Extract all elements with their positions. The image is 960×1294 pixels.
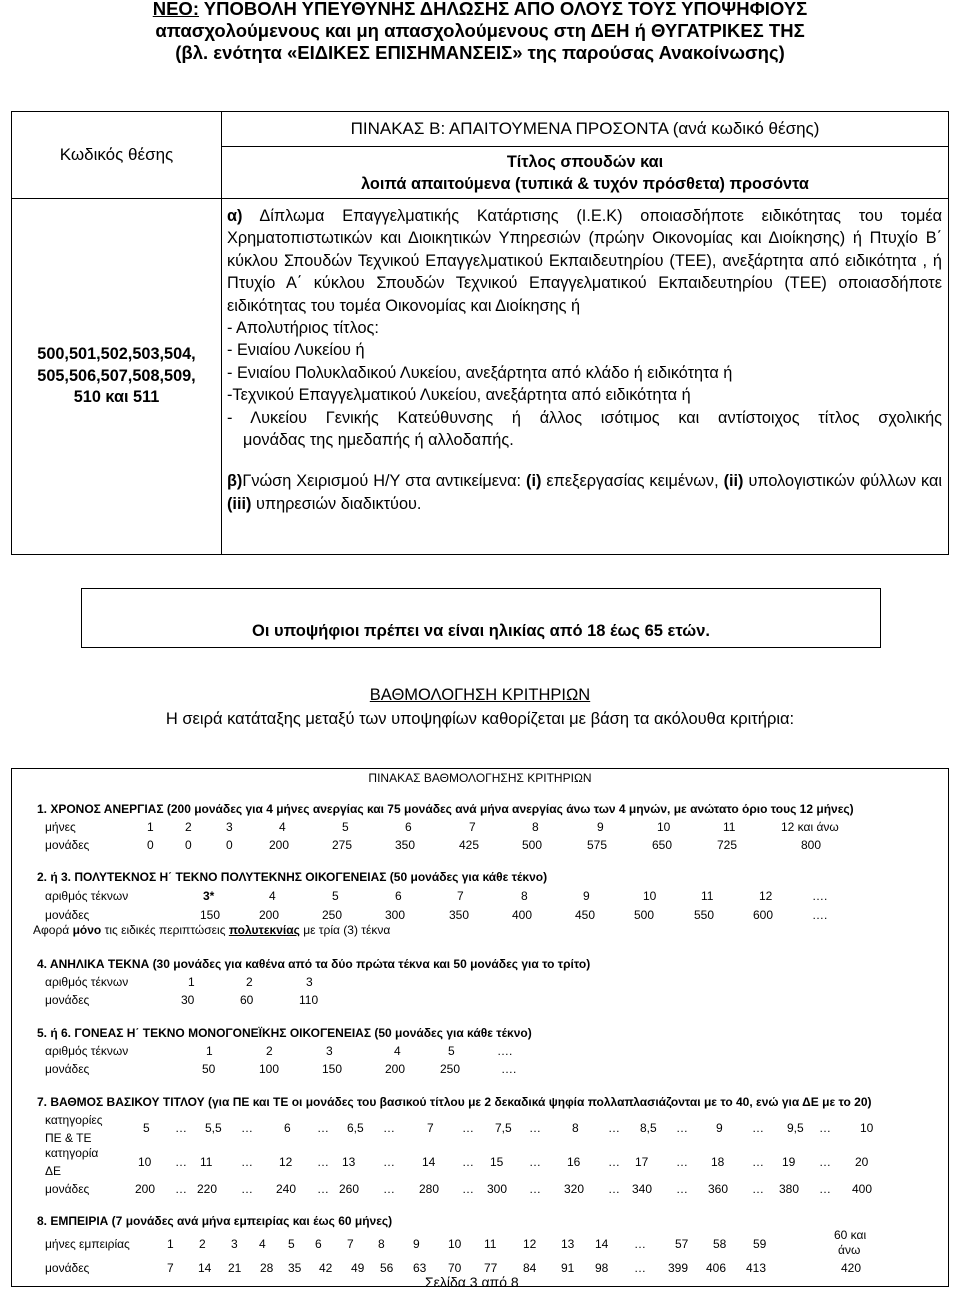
c2a-cell: 10 <box>643 889 657 903</box>
c8a-cell: 13 <box>561 1237 575 1251</box>
c7a-cell: … <box>752 1121 764 1135</box>
c5b-cell: 50 <box>202 1062 216 1076</box>
c7c-cell: 300 <box>487 1182 508 1196</box>
c7b-cell: … <box>317 1155 329 1169</box>
c7c-cell: 400 <box>852 1182 873 1196</box>
c7a-cell: 5 <box>143 1121 150 1135</box>
c7a-cell: … <box>819 1121 831 1135</box>
c8b-cell: 77 <box>484 1261 498 1275</box>
c7a-cell: 9 <box>716 1121 723 1135</box>
c7c-cell: 220 <box>197 1182 218 1196</box>
c7c-cell: … <box>241 1182 253 1196</box>
c5b-cell: 150 <box>322 1062 343 1076</box>
c7a-cell: 7 <box>427 1121 434 1135</box>
c8b-cell: 413 <box>746 1261 767 1275</box>
c8a-cell: … <box>634 1237 646 1251</box>
c7a-cell: … <box>383 1121 395 1135</box>
req-b-text-3: υπολογιστικών φύλλων και <box>743 472 943 491</box>
c1a-label: μήνες <box>45 820 76 834</box>
c7b-cell: 20 <box>855 1155 869 1169</box>
c8b-cell: 28 <box>260 1261 274 1275</box>
c8b-cell: 91 <box>561 1261 575 1275</box>
c2-note-4: πολυτεκνίας <box>228 923 300 937</box>
c1a-cell: 3 <box>226 820 233 834</box>
c2a-cell: 11 <box>701 889 714 903</box>
c7c-cell: … <box>317 1182 329 1196</box>
req-header-line-1: Τίτλος σπουδών και <box>506 152 664 171</box>
c1a-cell: 7 <box>469 820 476 834</box>
c7c-cell: 320 <box>564 1182 585 1196</box>
c7b-cell: 14 <box>422 1155 436 1169</box>
c4b-cell: 60 <box>240 993 254 1007</box>
req-header-line-2: λοιπά απαιτούμενα (τυπικά & τυχόν πρόσθετα) προσόντα <box>361 174 809 193</box>
req-b-text-4: υπηρεσιών διαδικτύου. <box>251 494 422 513</box>
req-b-ii: (ii) <box>723 472 744 491</box>
c5a-cell: 3 <box>326 1044 333 1058</box>
c7c-cell: … <box>175 1182 187 1196</box>
c8-last-a2: άνω <box>838 1243 861 1257</box>
c1a-cell: 5 <box>342 820 349 834</box>
c8a-cell: 2 <box>199 1237 206 1251</box>
c4a-cell: 2 <box>246 975 253 989</box>
c7c-cell: … <box>529 1182 541 1196</box>
c1b-cell: 0 <box>226 838 233 852</box>
c2b-label: μονάδες <box>45 908 90 922</box>
position-codes <box>12 199 222 555</box>
c1a-cell: 1 <box>147 820 154 834</box>
c5b-cell: 100 <box>259 1062 280 1076</box>
c2-title: 2. ή 3. ΠΟΛΥΤΕΚΝΟΣ Η΄ ΤΕΚΝΟ ΠΟΛΥΤΕΚΝΗΣ ΟΙΚΟΓΕΝΕΙΑΣ (50 μονάδες για κάθε τέκνο) <box>37 870 548 884</box>
c7b-cell: 12 <box>279 1155 293 1169</box>
c7a-cell: 8 <box>572 1121 579 1135</box>
c8b-cell: 98 <box>595 1261 609 1275</box>
c8a-cell: 5 <box>288 1237 295 1251</box>
criteria-title: ΠΙΝΑΚΑΣ ΒΑΘΜΟΛΟΓΗΣΗΣ ΚΡΙΤΗΡΙΩΝ <box>368 771 592 785</box>
c4a-cell: 1 <box>188 975 195 989</box>
c2-note-text <box>33 923 390 937</box>
c1a-cell: 4 <box>279 820 286 834</box>
c2b-cell: 250 <box>322 908 343 922</box>
c7c-label: μονάδες <box>45 1182 90 1196</box>
c8a-cell: 3 <box>231 1237 238 1251</box>
c2-note-5: με τρία (3) τέκνα <box>299 923 391 937</box>
c1b-cell: 425 <box>459 838 480 852</box>
c8b-cell: 7 <box>167 1261 174 1275</box>
c7c-cell: … <box>608 1182 620 1196</box>
c4-title: 4. ΑΝΗΛΙΚΑ ΤΕΚΝΑ (30 μονάδες για καθένα από τα δύο πρώτα τέκνα και 50 μονάδες για το τρίτο) <box>37 957 591 971</box>
c5a-cell: 4 <box>394 1044 401 1058</box>
c2b-cell: 450 <box>575 908 596 922</box>
c2b-cell: 500 <box>634 908 655 922</box>
req-a-line-4: -Τεχνικού Επαγγελματικού Λυκείου, ανεξάρτητα από ειδικότητα ή <box>227 386 691 405</box>
c4b-cell: 110 <box>299 993 319 1007</box>
c7b-cell: … <box>608 1155 620 1169</box>
c8a-cell: 9 <box>413 1237 420 1251</box>
c8a-cell: 12 <box>523 1237 537 1251</box>
c1b-cell: 650 <box>652 838 673 852</box>
req-b-text-2: επεξεργασίας κειμένων, <box>541 472 724 491</box>
c2a-cell: 8 <box>521 889 528 903</box>
c8b-cell: 56 <box>380 1261 394 1275</box>
c1b-label: μονάδες <box>45 838 90 852</box>
req-a-line-3: - Ενιαίου Πολυκλαδικού Λυκείου, ανεξάρτητα από κλάδο ή ειδικότητα ή <box>227 363 733 382</box>
c7a-cell: … <box>241 1121 253 1135</box>
c1-title: 1. ΧΡΟΝΟΣ ΑΝΕΡΓΙΑΣ (200 μονάδες για 4 μήνες ανεργίας και 75 μονάδες ανά μήνα ανεργίας άνω των 4 μηνών, με ανώτατο όριο τους 12 μήνες) <box>37 802 854 816</box>
c7a-cell: … <box>317 1121 329 1135</box>
c7c-cell: 280 <box>419 1182 440 1196</box>
c7b-cell: … <box>819 1155 831 1169</box>
req-a-label: α) <box>227 207 243 225</box>
codes-line-3: 510 και 511 <box>73 388 160 407</box>
c7b-cell: 16 <box>567 1155 581 1169</box>
c8a-cell: 59 <box>753 1237 767 1251</box>
c7a-cell: 8,5 <box>640 1121 657 1135</box>
table-b-title: ΠΙΝΑΚΑΣ Β: ΑΠΑΙΤΟΥΜΕΝΑ ΠΡΟΣΟΝΤΑ (ανά κωδικό θέσης) <box>222 112 949 147</box>
c7b-cell: … <box>383 1155 395 1169</box>
c2-note-1: Αφορά <box>33 923 73 937</box>
req-a-line-2: - Ενιαίου Λυκείου ή <box>227 341 365 360</box>
c7a-cell: … <box>676 1121 688 1135</box>
page-footer-text: Σελίδα 3 από 8 <box>425 1274 519 1290</box>
c8a-cell: 10 <box>448 1237 462 1251</box>
c2a-cell: 5 <box>332 889 339 903</box>
req-b-paragraph <box>227 470 942 515</box>
c7b-cell: … <box>462 1155 474 1169</box>
c7c-cell: 380 <box>779 1182 800 1196</box>
c7b-cell: … <box>175 1155 187 1169</box>
c7b-cell: 18 <box>711 1155 725 1169</box>
c5-title: 5. ή 6. ΓΟΝΕΑΣ Η΄ ΤΕΚΝΟ ΜΟΝΟΓΟΝΕΪΚΗΣ ΟΙΚΟΓΕΝΕΙΑΣ (50 μονάδες για κάθε τέκνο) <box>37 1026 532 1040</box>
c8b-cell: 406 <box>706 1261 727 1275</box>
c1b-cell: 275 <box>332 838 353 852</box>
c7c-cell: 200 <box>135 1182 156 1196</box>
c5a-cell: …. <box>497 1044 513 1058</box>
c7-title: 7. ΒΑΘΜΟΣ ΒΑΣΙΚΟΥ ΤΙΤΛΟΥ (για ΠΕ και ΤΕ οι μονάδες του βασικού τίτλου με 2 δεκαδικά ψηφία πολλαπλασιάζονται με το 40, ενώ για ΔΕ με το 20) <box>37 1095 872 1109</box>
c7c-cell: … <box>752 1182 764 1196</box>
c7-label-a2: ΠΕ & ΤΕ <box>45 1131 92 1145</box>
c2a-cell: 6 <box>395 889 402 903</box>
c2b-cell: 350 <box>449 908 470 922</box>
c7-label-b2: ΔΕ <box>45 1164 62 1178</box>
c8b-cell: 49 <box>351 1261 365 1275</box>
c7a-cell: 6 <box>284 1121 291 1135</box>
scoring-heading-text: ΒΑΘΜΟΛΟΓΗΣΗ ΚΡΙΤΗΡΙΩΝ <box>369 686 591 704</box>
codes-line-1: 500,501,502,503,504, <box>37 345 196 364</box>
codes-line-2: 505,506,507,508,509, <box>37 366 196 385</box>
c2-note-2: μόνο <box>72 923 102 937</box>
c7a-cell: 6,5 <box>347 1121 364 1135</box>
c8a-label: μήνες εμπειρίας <box>45 1237 130 1251</box>
c7a-cell: 7,5 <box>495 1121 512 1135</box>
c7b-cell: 10 <box>138 1155 152 1169</box>
c1b-cell: 800 <box>801 838 822 852</box>
c8b-cell: 21 <box>228 1261 242 1275</box>
c2-note-3: τις ειδικές περιπτώσεις <box>101 923 229 937</box>
age-notice-box <box>81 588 881 648</box>
c1b-cell: 725 <box>717 838 738 852</box>
c1b-cell: 0 <box>147 838 154 852</box>
c7b-cell: … <box>529 1155 541 1169</box>
c4a-label: αριθμός τέκνων <box>45 975 129 989</box>
requirements-cell <box>222 199 949 555</box>
c5b-label: μονάδες <box>45 1062 90 1076</box>
c8b-cell: 70 <box>448 1261 462 1275</box>
c2b-cell: 200 <box>259 908 280 922</box>
req-b-label: β) <box>227 472 243 491</box>
notice-line-3: (βλ. ενότητα «ΕΙΔΙΚΕΣ ΕΠΙΣΗΜΑΝΣΕΙΣ» της παρούσας Ανακοίνωσης) <box>175 42 785 63</box>
c5b-cell: …. <box>501 1062 517 1076</box>
c8b-cell: 63 <box>413 1261 427 1275</box>
code-column-header: Κωδικός θέσης <box>12 112 222 199</box>
scoring-intro: Η σειρά κατάταξης μεταξύ των υποψηφίων καθορίζεται με βάση τα ακόλουθα κριτήρια: <box>165 710 795 728</box>
c5a-cell: 2 <box>266 1044 273 1058</box>
req-b-text-1: Γνώση Χειρισμού Η/Υ στα αντικείμενα: <box>242 472 527 491</box>
c1b-cell: 350 <box>395 838 416 852</box>
c8b-label: μονάδες <box>45 1261 90 1275</box>
c7c-cell: … <box>462 1182 474 1196</box>
c2b-cell: …. <box>812 908 828 922</box>
c7b-cell: … <box>676 1155 688 1169</box>
c7b-cell: 13 <box>342 1155 356 1169</box>
c8-last-a1: 60 και <box>834 1228 867 1242</box>
req-a-text: Δίπλωμα Επαγγελματικής Κατάρτισης (Ι.Ε.Κ) οποιασδήποτε ειδικότητας του τομέα Χρηματοπιστωτικών και Διοικητικών Υπηρεσιών (πρώην Οικονομίας και Διοίκησης) ή Πτυχίο Β΄ κύκλου Σπουδών Τεχνικού Επαγγελματικού Εκπαιδευτηρίου (ΤΕΕ), ανεξάρτητα από ειδικότητα , ή Πτυχίο Α΄ κύκλου Σπουδών Τεχνικού Επαγγελματικού Εκπαιδευτηρίου (ΤΕΕ) οποιασδήποτε ειδικότητας του τομέα Οικονομίας και Διοίκησης ή <box>227 207 942 315</box>
c5a-label: αριθμός τέκνων <box>45 1044 129 1058</box>
c7a-cell: 10 <box>860 1121 874 1135</box>
c8a-cell: 11 <box>484 1237 497 1251</box>
c8b-cell: 420 <box>841 1261 862 1275</box>
c2b-cell: 150 <box>200 908 221 922</box>
notice-line-2: απασχολούμενους και μη απασχολούμενους στη ΔΕΗ ή ΘΥΓΑΤΡΙΚΕΣ ΤΗΣ <box>155 20 805 41</box>
c2-note <box>12 923 391 937</box>
c7b-cell: … <box>752 1155 764 1169</box>
c7a-cell: … <box>529 1121 541 1135</box>
c8b-cell: 399 <box>668 1261 689 1275</box>
notice-prefix: ΝΕΟ: <box>152 0 199 19</box>
c1b-cell: 500 <box>522 838 543 852</box>
c8b-cell: 84 <box>523 1261 537 1275</box>
c1a-cell: 8 <box>532 820 539 834</box>
c7-label-b1: κατηγορία <box>45 1146 99 1160</box>
c8a-cell: 8 <box>378 1237 385 1251</box>
c8b-cell: 35 <box>288 1261 302 1275</box>
c7b-cell: 17 <box>635 1155 649 1169</box>
c2a-cell: 12 <box>759 889 773 903</box>
c4b-label: μονάδες <box>45 993 90 1007</box>
c1a-cell: 2 <box>185 820 192 834</box>
c7a-cell: … <box>608 1121 620 1135</box>
c7c-cell: 340 <box>632 1182 653 1196</box>
c2a-cell: 3* <box>203 889 215 903</box>
c2b-cell: 550 <box>694 908 715 922</box>
notice-line-1-text: ΥΠΟΒΟΛΗ ΥΠΕΥΘΥΝΗΣ ΔΗΛΩΣΗΣ ΑΠΟ ΟΛΟΥΣ ΤΟΥΣ ΥΠΟΨΗΦΙΟΥΣ <box>198 0 808 19</box>
c2a-label: αριθμός τέκνων <box>45 889 129 903</box>
c8-title: 8. ΕΜΠΕΙΡΙΑ (7 μονάδες ανά μήνα εμπειρίας και έως 60 μήνες) <box>37 1214 393 1228</box>
age-notice: Οι υποψήφιοι πρέπει να είναι ηλικίας από 18 έως 65 ετών. <box>252 622 710 640</box>
c7c-cell: 240 <box>276 1182 297 1196</box>
req-a-paragraph <box>227 205 942 317</box>
c7a-cell: … <box>175 1121 187 1135</box>
c7c-cell: 260 <box>339 1182 360 1196</box>
c2b-cell: 400 <box>512 908 533 922</box>
c1a-cell: 6 <box>405 820 412 834</box>
c2b-cell: 300 <box>385 908 406 922</box>
c1b-cell: 200 <box>269 838 290 852</box>
c2a-cell: …. <box>812 889 828 903</box>
c5b-cell: 250 <box>440 1062 461 1076</box>
c8a-cell: 7 <box>347 1237 354 1251</box>
req-b-iii: (iii) <box>227 494 252 513</box>
c1a-cell: 9 <box>597 820 604 834</box>
c1a-cell: 11 <box>723 820 736 834</box>
req-a-line-5: - Λυκείου Γενικής Κατεύθυνσης ή άλλος ισότιμος και αντίστοιχος τίτλος σχολικής <box>227 408 942 427</box>
criteria-table <box>11 768 949 1290</box>
c5a-cell: 5 <box>448 1044 455 1058</box>
c7c-cell: … <box>819 1182 831 1196</box>
c7-label-a1: κατηγορίες <box>45 1113 103 1127</box>
notice-line-1 <box>0 0 960 20</box>
c2a-cell: 9 <box>583 889 590 903</box>
c4b-cell: 30 <box>181 993 195 1007</box>
c7b-cell: 19 <box>782 1155 796 1169</box>
c4a-cell: 3 <box>306 975 313 989</box>
c8a-cell: 4 <box>259 1237 266 1251</box>
c7a-cell: … <box>462 1121 474 1135</box>
c2a-cell: 4 <box>269 889 276 903</box>
c7b-cell: 11 <box>200 1155 213 1169</box>
c1b-cell: 0 <box>185 838 192 852</box>
c1a-cell: 12 και άνω <box>781 820 839 834</box>
c7b-cell: 15 <box>490 1155 504 1169</box>
c8a-cell: 1 <box>167 1237 174 1251</box>
c8a-cell: 57 <box>675 1237 689 1251</box>
req-a-line-1: - Απολυτήριος τίτλος: <box>227 319 379 338</box>
c8b-cell: 14 <box>198 1261 212 1275</box>
c7c-cell: 360 <box>708 1182 729 1196</box>
requirements-table <box>11 111 949 555</box>
scoring-heading <box>0 686 960 705</box>
c7a-cell: 9,5 <box>787 1121 804 1135</box>
req-b-i: (i) <box>526 472 542 491</box>
c7b-cell: … <box>241 1155 253 1169</box>
req-a-line-6: μονάδας της ημεδαπής ή αλλοδαπής. <box>243 431 514 450</box>
c8b-cell: 42 <box>319 1261 333 1275</box>
c2b-cell: 600 <box>753 908 774 922</box>
c2a-cell: 7 <box>457 889 464 903</box>
c5b-cell: 200 <box>385 1062 406 1076</box>
c8b-cell: … <box>634 1261 646 1275</box>
c1a-cell: 10 <box>657 820 671 834</box>
c7c-cell: … <box>383 1182 395 1196</box>
c1b-cell: 575 <box>587 838 608 852</box>
c5a-cell: 1 <box>206 1044 213 1058</box>
requirements-column-header <box>222 147 949 199</box>
c7c-cell: … <box>676 1182 688 1196</box>
c8a-cell: 58 <box>713 1237 727 1251</box>
c8a-cell: 6 <box>315 1237 322 1251</box>
c8a-cell: 14 <box>595 1237 609 1251</box>
c7a-cell: 5,5 <box>205 1121 222 1135</box>
